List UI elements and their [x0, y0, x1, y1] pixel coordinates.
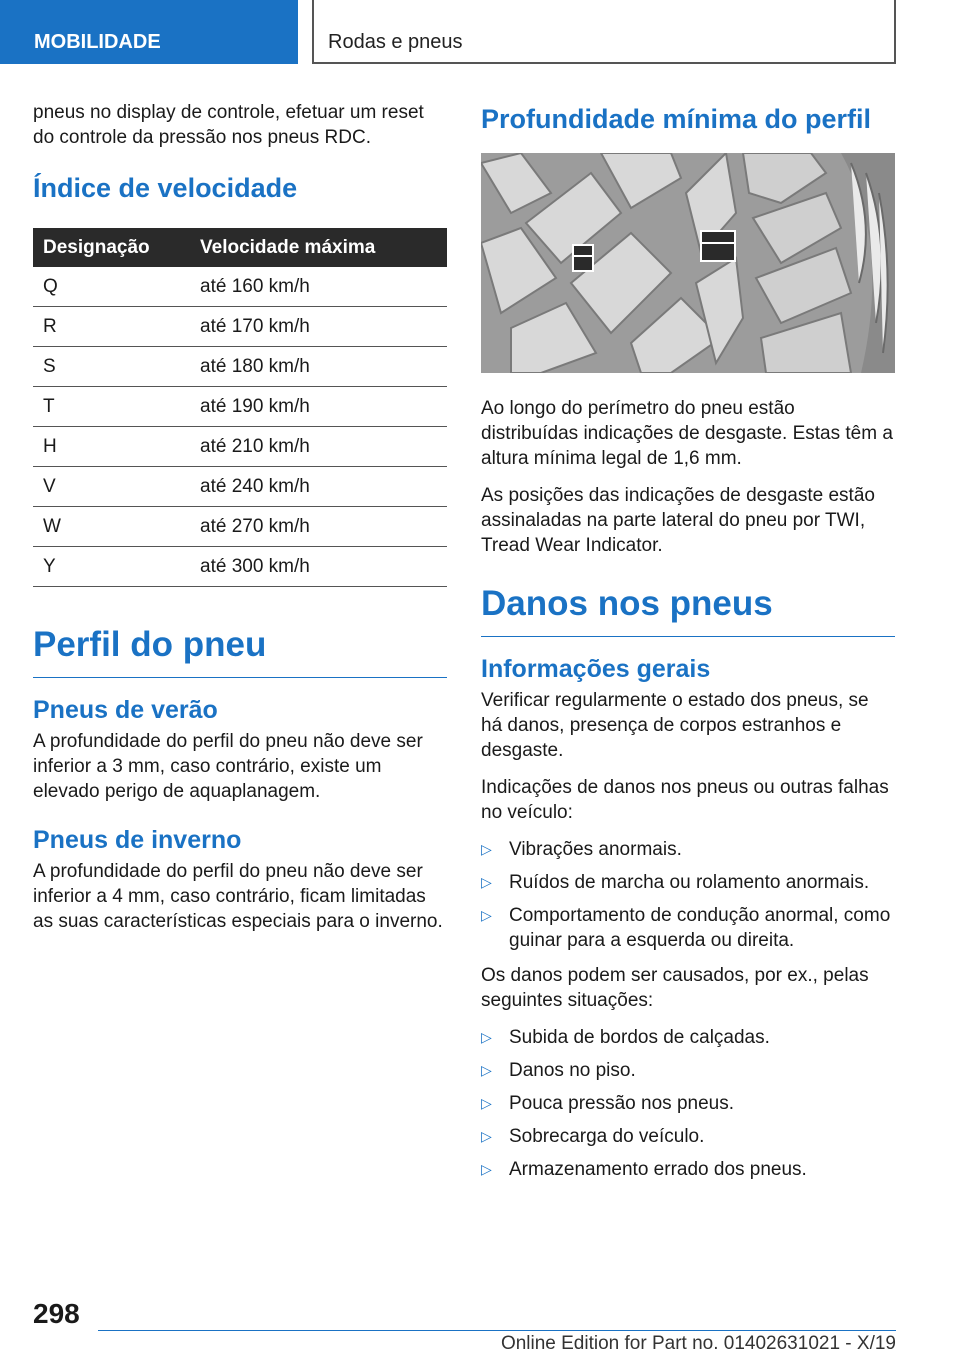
- designation-cell: H: [33, 427, 190, 467]
- intro-paragraph: pneus no display de controle, efetuar um reset do controle da pressão nos pneus RDC.: [33, 102, 424, 148]
- damage-signs-list: [481, 837, 895, 953]
- section-label: Rodas e pneus: [328, 31, 463, 53]
- list-item-text: Sobrecarga do veículo.: [509, 1126, 705, 1147]
- bullet-triangle-icon: ▷: [481, 1062, 492, 1078]
- min-depth-text-1: Ao longo do perímetro do pneu estão distribuídas indicações de desgaste. Estas têm a altura mínima legal de 1,6 mm.: [481, 398, 893, 469]
- right-column: [481, 100, 895, 1192]
- list-item: [481, 1091, 895, 1116]
- section-header: [312, 0, 896, 64]
- designation-cell: R: [33, 307, 190, 347]
- tire-damage-heading: Danos nos pneus: [481, 584, 895, 637]
- list-item-text: Subida de bordos de calçadas.: [509, 1027, 770, 1048]
- max-speed-cell: até 190 km/h: [190, 387, 447, 427]
- general-info-heading: Informações gerais: [481, 655, 711, 683]
- summer-tires-text: A profundidade do perfil do pneu não deve ser inferior a 3 mm, caso contrário, existe um elevado perigo de aquaplanagem.: [33, 731, 423, 802]
- speed-table: [33, 228, 447, 587]
- list-item: [481, 903, 895, 953]
- designation-cell: S: [33, 347, 190, 387]
- bullet-triangle-icon: ▷: [481, 841, 492, 857]
- bullet-triangle-icon: ▷: [481, 1095, 492, 1111]
- tire-tread-figure: [481, 153, 895, 373]
- footer-edition: Online Edition for Part no. 01402631021 - X/19: [500, 1333, 896, 1354]
- table-row: [33, 267, 447, 307]
- list-item: [481, 1025, 895, 1050]
- max-speed-cell: até 180 km/h: [190, 347, 447, 387]
- table-row: [33, 507, 447, 547]
- designation-cell: T: [33, 387, 190, 427]
- damage-causes-list: [481, 1025, 895, 1182]
- list-item-text: Comportamento de condução anormal, como guinar para a esquerda ou direita.: [509, 905, 891, 951]
- table-row: [33, 347, 447, 387]
- chapter-tab: [0, 0, 298, 64]
- speed-index-heading: Índice de velocidade: [33, 173, 298, 203]
- max-speed-cell: até 210 km/h: [190, 427, 447, 467]
- max-speed-cell: até 170 km/h: [190, 307, 447, 347]
- list-item: [481, 870, 895, 895]
- table-row: [33, 547, 447, 587]
- bullet-triangle-icon: ▷: [481, 1161, 492, 1177]
- bullet-triangle-icon: ▷: [481, 874, 492, 890]
- general-info-text: Verificar regularmente o estado dos pneus, se há danos, presença de corpos estranhos e desgaste.: [481, 690, 869, 761]
- damage-signs-intro: Indicações de danos nos pneus ou outras falhas no veículo:: [481, 777, 889, 823]
- designation-cell: Y: [33, 547, 190, 587]
- left-column: [33, 100, 447, 946]
- max-speed-cell: até 240 km/h: [190, 467, 447, 507]
- bullet-triangle-icon: ▷: [481, 907, 492, 923]
- table-header-row: [33, 228, 447, 267]
- list-item: [481, 1058, 895, 1083]
- winter-tires-text: A profundidade do perfil do pneu não deve ser inferior a 4 mm, caso contrário, ficam limitadas as suas características especiais para o inverno.: [33, 861, 443, 932]
- list-item-text: Vibrações anormais.: [509, 839, 682, 860]
- tread-profile-heading: Perfil do pneu: [33, 625, 447, 678]
- table-row: [33, 307, 447, 347]
- list-item: [481, 1124, 895, 1149]
- list-item-text: Ruídos de marcha ou rolamento anormais.: [509, 872, 870, 893]
- designation-cell: W: [33, 507, 190, 547]
- table-row: [33, 427, 447, 467]
- max-speed-cell: até 300 km/h: [190, 547, 447, 587]
- designation-cell: V: [33, 467, 190, 507]
- bullet-triangle-icon: ▷: [481, 1029, 492, 1045]
- list-item-text: Danos no piso.: [509, 1060, 636, 1081]
- damage-causes-intro: Os danos podem ser causados, por ex., pelas seguintes situações:: [481, 965, 869, 1011]
- table-header-max-speed: Velocidade máxima: [190, 228, 447, 267]
- chapter-label: MOBILIDADE: [34, 31, 161, 53]
- min-depth-heading: Profundidade mínima do perfil: [481, 104, 872, 134]
- page-number: 298: [33, 1298, 80, 1329]
- summer-tires-heading: Pneus de verão: [33, 696, 218, 724]
- min-depth-text-2: As posições das indicações de desgaste estão assinaladas na parte lateral do pneu por TWI, Tread Wear Indicator.: [481, 485, 875, 556]
- designation-cell: Q: [33, 267, 190, 307]
- max-speed-cell: até 160 km/h: [190, 267, 447, 307]
- max-speed-cell: até 270 km/h: [190, 507, 447, 547]
- speed-table-body: [33, 267, 447, 587]
- table-row: [33, 467, 447, 507]
- list-item: [481, 837, 895, 862]
- table-header-designation: Designação: [33, 228, 190, 267]
- list-item-text: Armazenamento errado dos pneus.: [509, 1159, 807, 1180]
- winter-tires-heading: Pneus de inverno: [33, 826, 242, 854]
- list-item-text: Pouca pressão nos pneus.: [509, 1093, 734, 1114]
- table-row: [33, 387, 447, 427]
- list-item: [481, 1157, 895, 1182]
- bullet-triangle-icon: ▷: [481, 1128, 492, 1144]
- footer-divider: [98, 1330, 896, 1331]
